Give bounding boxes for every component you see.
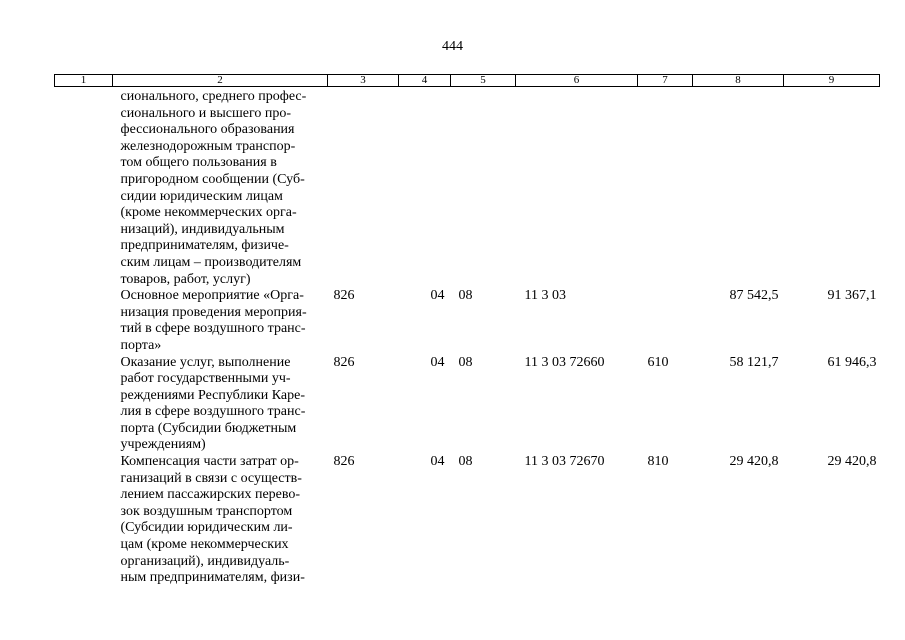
cell-target-article: 11 3 03 — [524, 288, 566, 304]
column-header-5: 5 — [451, 75, 516, 87]
cell-section: 04 — [430, 288, 445, 304]
cell-col1 — [55, 87, 113, 289]
cell-ministry — [328, 87, 399, 289]
table-row — [55, 355, 880, 455]
cell-name: Оказание услуг, выполнение работ государственными уч- реждениями Республики Каре- лия в сфере воздушного транс- порта (Субсидии бюджетным учреждениям) — [120, 354, 306, 453]
cell-amount-1: 87 542,5 — [729, 288, 779, 304]
cell-expense-type — [638, 288, 693, 354]
table-row — [55, 454, 880, 587]
cell-amount-2: 29 420,8 — [827, 454, 877, 470]
column-header-9: 9 — [784, 75, 880, 87]
budget-table — [54, 74, 880, 587]
table-row — [55, 87, 880, 289]
column-header-4: 4 — [399, 75, 451, 87]
cell-amount-1: 58 121,7 — [729, 354, 779, 370]
cell-col1 — [55, 454, 113, 587]
cell-section: 04 — [430, 354, 445, 370]
cell-subsection: 08 — [458, 288, 473, 304]
cell-section: 04 — [430, 454, 445, 470]
cell-name: Основное мероприятие «Орга- низация проведения мероприя- тий в сфере воздушного транс- порта» — [120, 288, 307, 353]
cell-amount-1: 29 420,8 — [729, 454, 779, 470]
cell-subsection — [451, 87, 516, 289]
cell-name: сионального, среднего профес- сионального и высшего про- фессионального образования железнодорожным транспор- том общего пользования в пригородном сообщении (Суб- сидии юридическим лицам (кроме некоммерческих орга- низаций), индивидуальным предпринимателям, физиче- ским лицам – производителям товаров, работ, услуг) — [120, 89, 307, 287]
column-header-3: 3 — [328, 75, 399, 87]
cell-target-article — [516, 87, 638, 289]
cell-expense-type: 610 — [647, 354, 669, 370]
cell-section — [399, 87, 451, 289]
cell-ministry: 826 — [333, 288, 355, 304]
column-header-2: 2 — [113, 75, 328, 87]
column-header-6: 6 — [516, 75, 638, 87]
cell-col1 — [55, 288, 113, 354]
cell-col1 — [55, 355, 113, 455]
cell-amount-2: 91 367,1 — [827, 288, 877, 304]
cell-amount-2: 61 946,3 — [827, 354, 877, 370]
cell-ministry: 826 — [333, 454, 355, 470]
cell-expense-type: 810 — [647, 454, 669, 470]
cell-target-article: 11 3 03 72660 — [524, 354, 605, 370]
cell-target-article: 11 3 03 72670 — [524, 454, 605, 470]
cell-subsection: 08 — [458, 454, 473, 470]
column-header-7: 7 — [638, 75, 693, 87]
page-number: 444 — [442, 39, 463, 54]
cell-name: Компенсация части затрат ор- ганизаций в связи с осуществ- лением пассажирских перево- зок воздушным транспортом (Субсидии юридическим ли- цам (кроме некоммерческих организаций), индивидуаль- ным предпринимателям, физи- — [120, 454, 305, 586]
column-header-8: 8 — [693, 75, 784, 87]
cell-amount-1 — [693, 87, 784, 289]
cell-amount-2 — [784, 87, 880, 289]
column-header-1: 1 — [55, 75, 113, 87]
cell-subsection: 08 — [458, 354, 473, 370]
table-row — [55, 288, 880, 354]
cell-expense-type — [638, 87, 693, 289]
cell-ministry: 826 — [333, 354, 355, 370]
header-row — [55, 75, 880, 87]
